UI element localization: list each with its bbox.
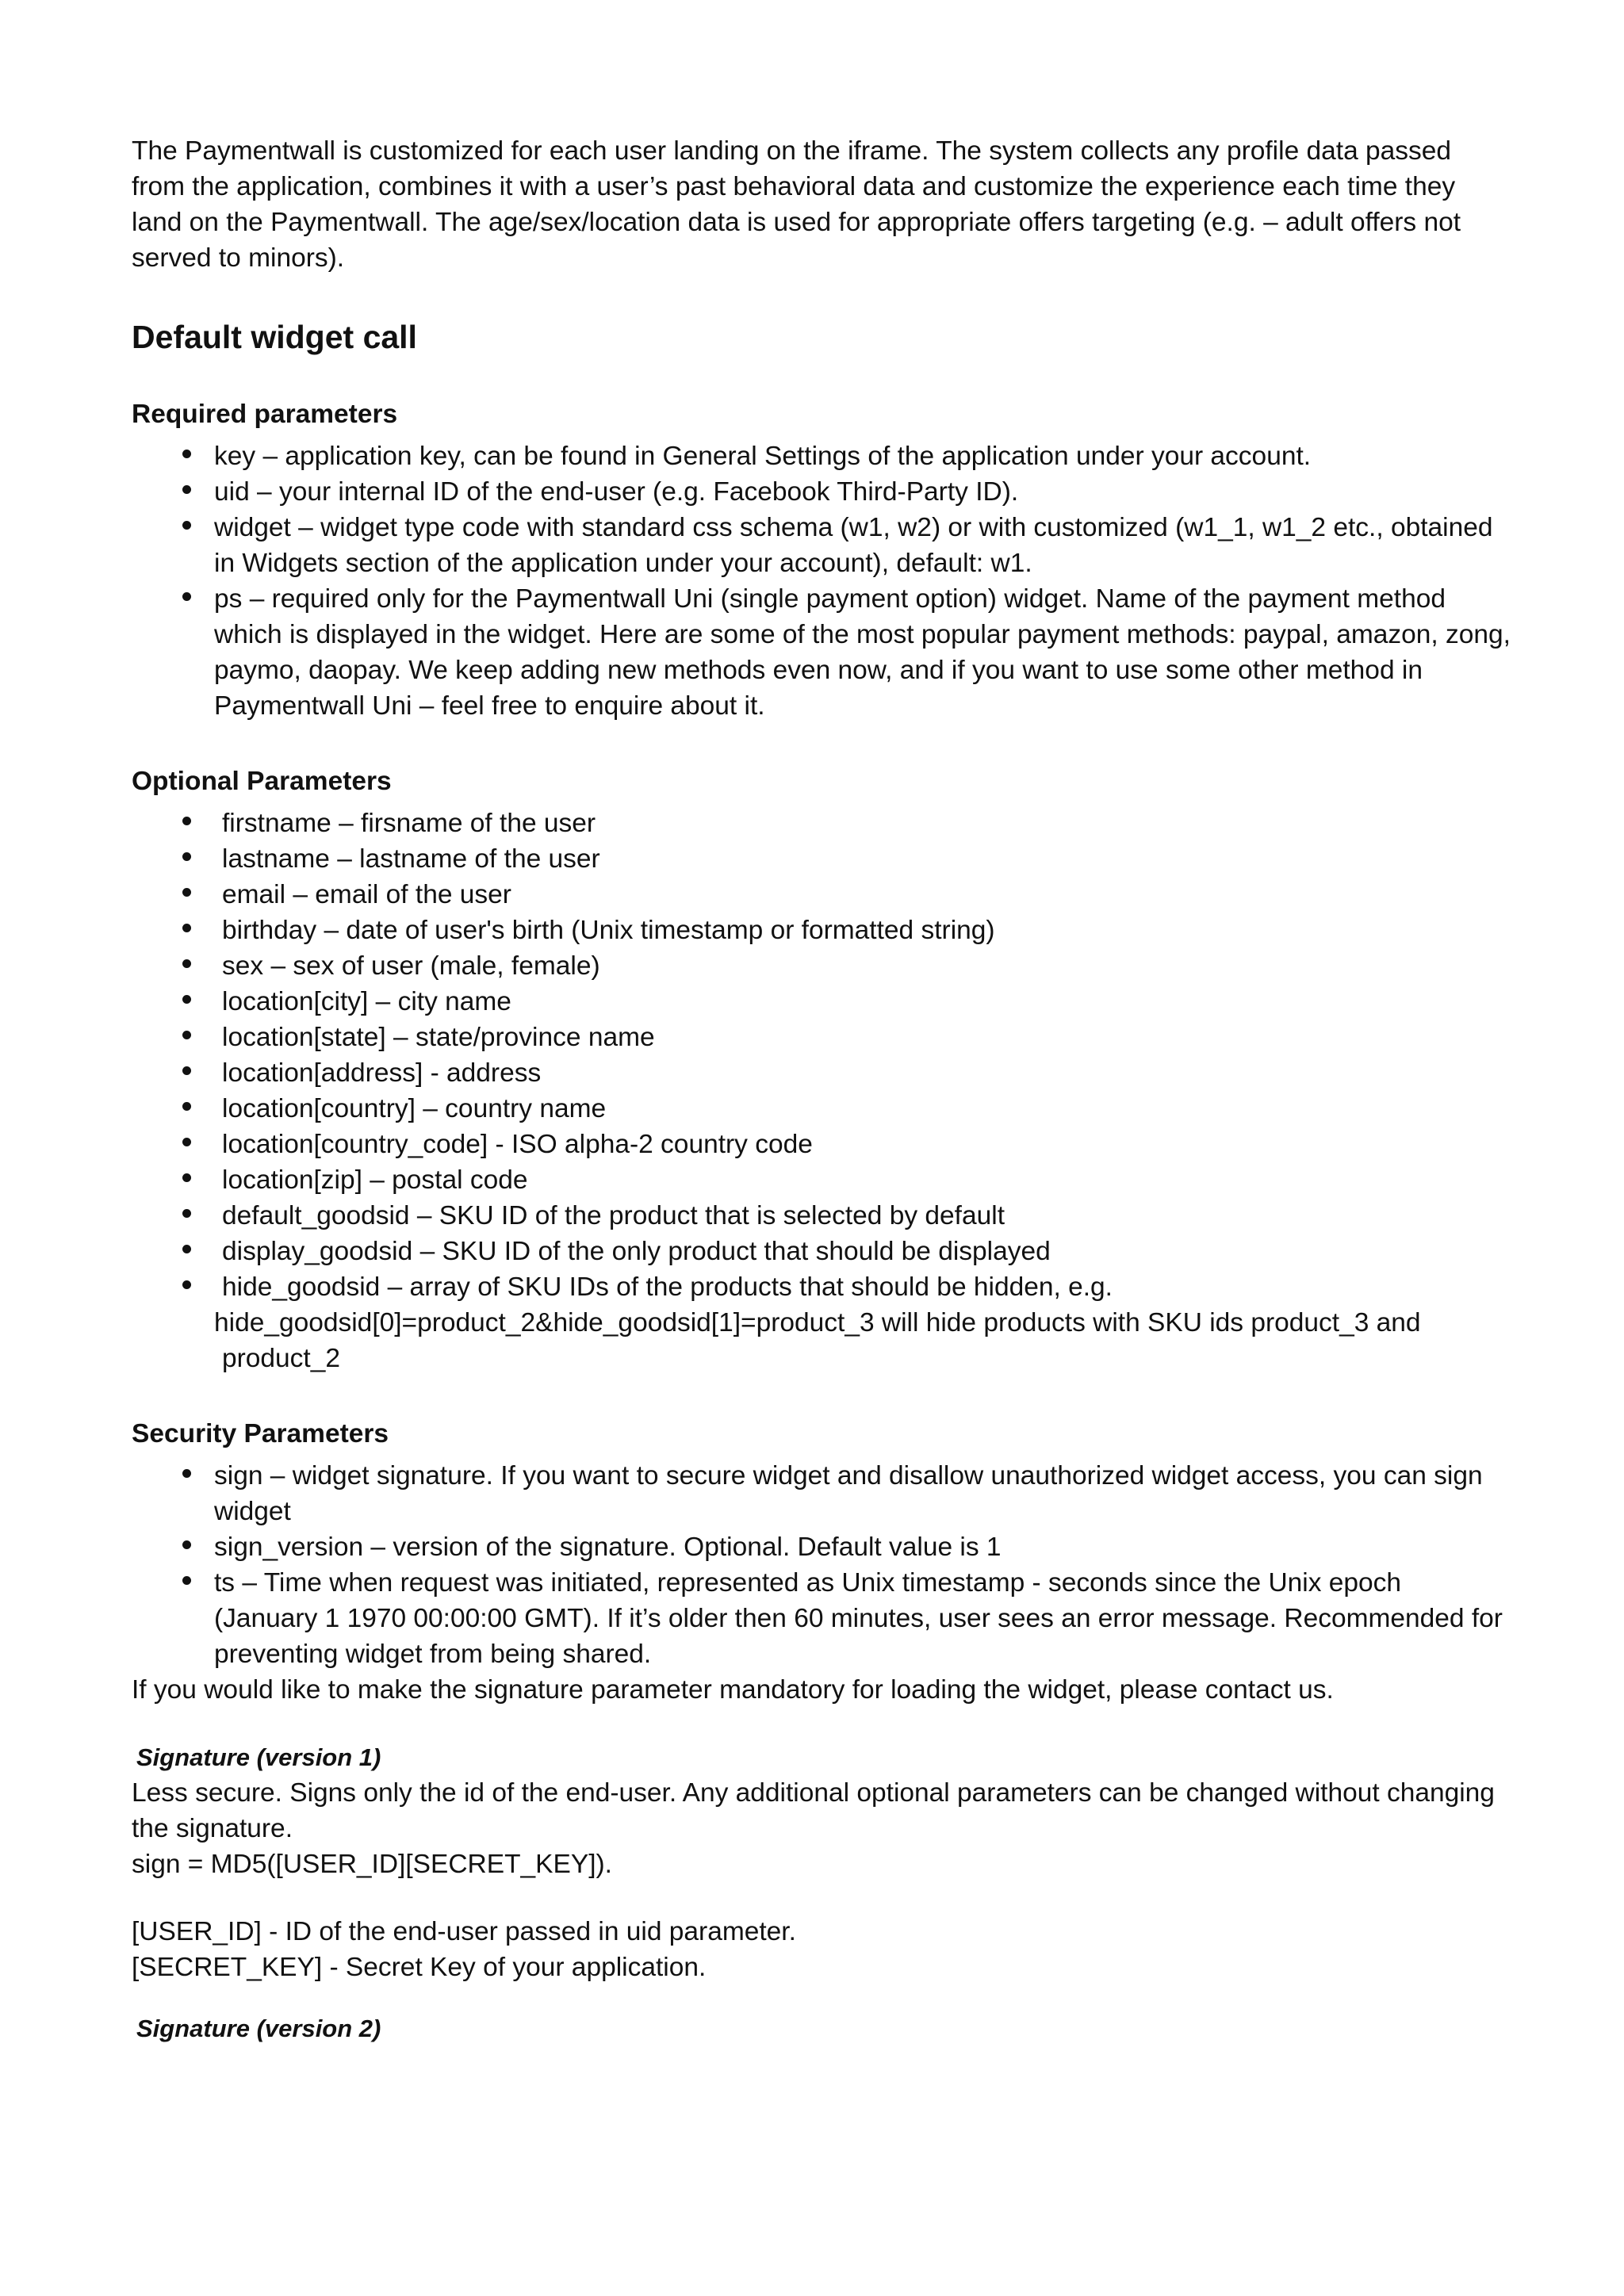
list-item: sign_version – version of the signature. Optional. Default value is 1 <box>132 1529 1511 1565</box>
list-item: ts – Time when request was initiated, represented as Unix timestamp - seconds since the Unix epoch (January 1 1970 00:00:00 GMT). If it’s older then 60 minutes, user sees an error message. Recommended for preventing widget from being shared. <box>132 1565 1511 1672</box>
signature-v1-description: Less secure. Signs only the id of the end-user. Any additional optional parameters can be changed without changing the signature. <box>132 1778 1495 1843</box>
intro-paragraph: The Paymentwall is customized for each user landing on the iframe. The system collects any profile data passed from the application, combines it with a user’s past behavioral data and customize the experience each time they land on the Paymentwall. The age/sex/location data is used for appropriate offers targeting (e.g. – adult offers not served to minors). <box>132 136 1461 273</box>
list-item: location[address] - address <box>132 1055 1511 1091</box>
security-parameters-heading: Security Parameters <box>132 1419 389 1448</box>
list-item: location[state] – state/province name <box>132 1020 1511 1055</box>
security-parameters-list <box>132 1458 1511 1672</box>
list-item: location[country] – country name <box>132 1091 1511 1127</box>
list-item: display_goodsid – SKU ID of the only product that should be displayed <box>132 1234 1511 1269</box>
list-item-hide-goodsid <box>132 1269 1511 1376</box>
secret-key-definition: [SECRET_KEY] - Secret Key of your application. <box>132 1953 707 1982</box>
list-item: lastname – lastname of the user <box>132 841 1511 877</box>
list-item: sign – widget signature. If you want to secure widget and disallow unauthorized widget access, you can sign widget <box>132 1458 1511 1529</box>
signature-v2-heading: Signature (version 2) <box>136 2015 381 2042</box>
signature-v1-definitions <box>132 1914 1511 1985</box>
hide-goodsid-continuation: hide_goodsid[0]=product_2&hide_goodsid[1]=product_3 will hide products with SKU ids product_3 and product_2 <box>214 1308 1421 1373</box>
list-item: location[country_code] - ISO alpha-2 country code <box>132 1127 1511 1162</box>
list-item: default_goodsid – SKU ID of the product that is selected by default <box>132 1198 1511 1234</box>
document-page <box>132 133 1511 2046</box>
list-item: ps – required only for the Paymentwall Uni (single payment option) widget. Name of the payment method which is displayed in the widget. Here are some of the most popular payment methods: paypal, amazon, zong, paymo, daopay. We keep adding new methods even now, and if you want to use some other method in Paymentwall Uni – feel free to enquire about it. <box>132 581 1511 724</box>
list-item: uid – your internal ID of the end-user (e.g. Facebook Third-Party ID). <box>132 474 1511 510</box>
list-item: sex – sex of user (male, female) <box>132 948 1511 984</box>
required-parameters-heading: Required parameters <box>132 400 398 429</box>
list-item: birthday – date of user's birth (Unix timestamp or formatted string) <box>132 913 1511 948</box>
contact-note: If you would like to make the signature parameter mandatory for loading the widget, please contact us. <box>132 1675 1334 1705</box>
optional-parameters-heading: Optional Parameters <box>132 767 392 796</box>
list-item: widget – widget type code with standard css schema (w1, w2) or with customized (w1_1, w1_2 etc., obtained in Widgets section of the application under your account), default: w1. <box>132 510 1511 581</box>
section-heading-default-widget-call: Default widget call <box>132 319 417 355</box>
required-parameters-list <box>132 438 1511 724</box>
optional-parameters-list <box>132 806 1511 1376</box>
list-item: firstname – firsname of the user <box>132 806 1511 841</box>
user-id-definition: [USER_ID] - ID of the end-user passed in uid parameter. <box>132 1917 796 1946</box>
hide-goodsid-text: hide_goodsid – array of SKU IDs of the products that should be hidden, e.g. <box>222 1272 1113 1302</box>
list-item: key – application key, can be found in General Settings of the application under your account. <box>132 438 1511 474</box>
list-item: location[zip] – postal code <box>132 1162 1511 1198</box>
list-item: location[city] – city name <box>132 984 1511 1020</box>
list-item: email – email of the user <box>132 877 1511 913</box>
signature-v1-heading: Signature (version 1) <box>136 1743 381 1771</box>
signature-v1-formula: sign = MD5([USER_ID][SECRET_KEY]). <box>132 1850 612 1879</box>
